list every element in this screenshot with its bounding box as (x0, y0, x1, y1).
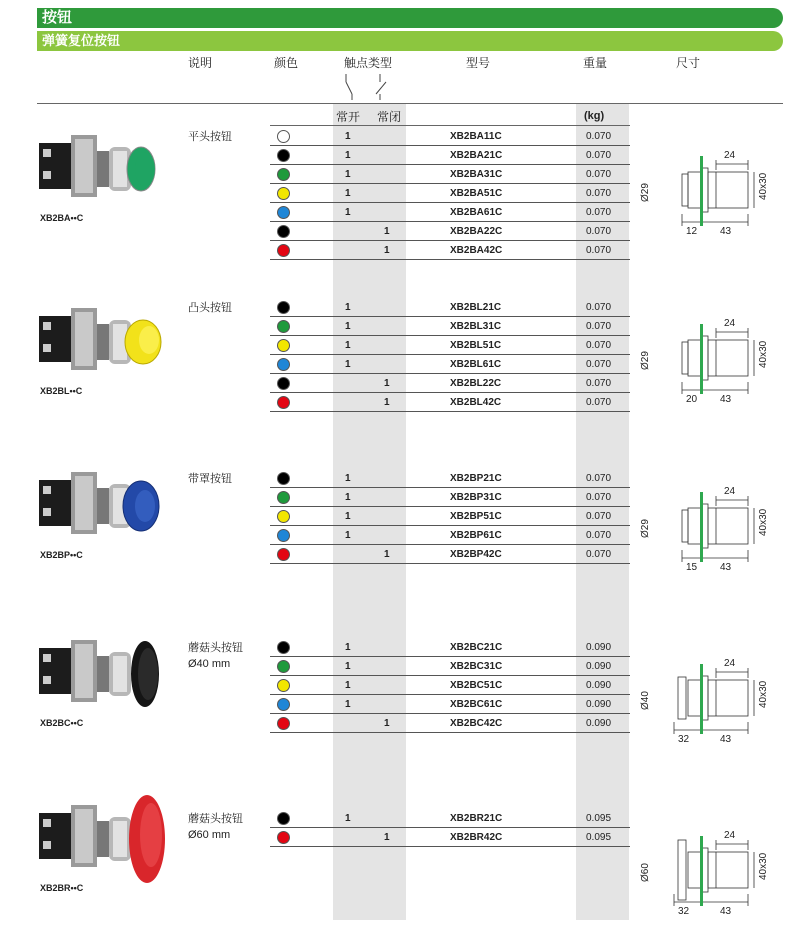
dim-body: 40x30 (758, 340, 769, 368)
reference-code: XB2BL51C (450, 340, 502, 351)
table-row (270, 393, 630, 412)
header-weight: 重量 (583, 56, 608, 70)
dimension-drawing (636, 310, 776, 410)
color-dot-icon (277, 130, 290, 143)
reference-code: XB2BA11C (450, 131, 502, 142)
contact-nc-value: 1 (384, 378, 390, 389)
color-dot-icon (277, 301, 290, 314)
description-line: 凸头按钮 (188, 302, 232, 314)
contact-no-value: 1 (345, 642, 351, 653)
header-divider (37, 103, 783, 104)
product-photo (35, 125, 165, 215)
color-dot-icon (277, 396, 290, 409)
color-dot-icon (277, 225, 290, 238)
product-photo-label: XB2BP••C (40, 550, 83, 560)
weight-value: 0.070 (586, 321, 612, 332)
contact-no-value: 1 (345, 813, 351, 824)
color-dot-icon (277, 149, 290, 162)
dim-head: Ø60 (640, 863, 651, 882)
dim-rear: 43 (720, 562, 732, 573)
reference-code: XB2BA22C (450, 226, 503, 237)
reference-code: XB2BR21C (450, 813, 503, 824)
reference-code: XB2BP21C (450, 473, 502, 484)
contact-no-value: 1 (345, 699, 351, 710)
color-dot-icon (277, 377, 290, 390)
product-photo-label: XB2BC••C (40, 718, 84, 728)
product-photo-label: XB2BA••C (40, 213, 84, 223)
dim-head: Ø29 (640, 183, 651, 202)
weight-value: 0.090 (586, 718, 612, 729)
contact-no-value: 1 (345, 131, 351, 142)
reference-code: XB2BP31C (450, 492, 502, 503)
dimension-drawing (636, 650, 776, 750)
contact-symbol-icon (340, 72, 410, 102)
dim-rear: 43 (720, 226, 732, 237)
color-dot-icon (277, 320, 290, 333)
reference-code: XB2BL31C (450, 321, 502, 332)
table-row (270, 545, 630, 564)
header-dimensions: 尺寸 (676, 56, 701, 70)
contact-no-value: 1 (345, 661, 351, 672)
weight-value: 0.070 (586, 549, 612, 560)
description-line: 平头按钮 (188, 131, 232, 143)
color-dot-icon (277, 187, 290, 200)
table-row (270, 469, 630, 488)
color-dot-icon (277, 510, 290, 523)
dim-rear: 43 (720, 394, 732, 405)
description-line: 蘑菇头按钮 (188, 813, 243, 825)
dimension-drawing (636, 478, 776, 578)
reference-code: XB2BL42C (450, 397, 502, 408)
weight-value: 0.070 (586, 359, 612, 370)
product-photo-label: XB2BL••C (40, 386, 83, 396)
product-description (188, 640, 243, 672)
weight-value: 0.070 (586, 511, 612, 522)
contact-no-value: 1 (345, 359, 351, 370)
reference-code: XB2BA51C (450, 188, 503, 199)
dimension-drawing (636, 822, 776, 922)
color-dot-icon (277, 358, 290, 371)
reference-code: XB2BP51C (450, 511, 502, 522)
contact-nc-value: 1 (384, 245, 390, 256)
weight-value: 0.090 (586, 699, 612, 710)
table-row (270, 203, 630, 222)
dim-depth: 24 (724, 658, 736, 669)
weight-value: 0.070 (586, 530, 612, 541)
color-dot-icon (277, 206, 290, 219)
table-row (270, 165, 630, 184)
weight-value: 0.070 (586, 302, 612, 313)
weight-value: 0.070 (586, 340, 612, 351)
table-row (270, 184, 630, 203)
dim-body: 40x30 (758, 680, 769, 708)
color-dot-icon (277, 168, 290, 181)
color-dot-icon (277, 812, 290, 825)
table-row (270, 146, 630, 165)
reference-code: XB2BA21C (450, 150, 503, 161)
description-line: Ø60 mm (188, 829, 231, 841)
dim-head: Ø29 (640, 519, 651, 538)
table-row (270, 298, 630, 317)
table-row (270, 222, 630, 241)
reference-code: XB2BL61C (450, 359, 502, 370)
reference-code: XB2BA42C (450, 245, 503, 256)
dim-rear: 43 (720, 906, 732, 917)
color-dot-icon (277, 641, 290, 654)
contact-no-value: 1 (345, 321, 351, 332)
contact-no-value: 1 (345, 473, 351, 484)
dim-front: 12 (686, 226, 698, 237)
weight-value: 0.070 (586, 397, 612, 408)
table-row (270, 241, 630, 260)
contact-nc-label: 常闭 (377, 110, 402, 124)
product-photo (35, 795, 165, 885)
product-description (188, 471, 232, 487)
table-row (270, 526, 630, 545)
description-line: 带罩按钮 (188, 473, 232, 485)
dim-head: Ø29 (640, 351, 651, 370)
contact-no-value: 1 (345, 150, 351, 161)
color-dot-icon (277, 339, 290, 352)
dim-front: 15 (686, 562, 698, 573)
description-line: Ø40 mm (188, 658, 231, 670)
reference-code: XB2BL22C (450, 378, 502, 389)
table-row (270, 374, 630, 393)
contact-no-value: 1 (345, 492, 351, 503)
reference-code: XB2BA61C (450, 207, 503, 218)
table-row (270, 695, 630, 714)
dim-front: 32 (678, 906, 690, 917)
table-row (270, 127, 630, 146)
product-photo (35, 462, 165, 552)
reference-code: XB2BC31C (450, 661, 503, 672)
reference-code: XB2BP42C (450, 549, 502, 560)
product-description (188, 811, 243, 843)
table-row (270, 809, 630, 828)
table-row (270, 507, 630, 526)
dim-body: 40x30 (758, 852, 769, 880)
dim-depth: 24 (724, 486, 736, 497)
contact-no-value: 1 (345, 302, 351, 313)
contact-nc-value: 1 (384, 718, 390, 729)
table-row (270, 828, 630, 847)
weight-value: 0.070 (586, 245, 612, 256)
contact-nc-value: 1 (384, 397, 390, 408)
dim-front: 32 (678, 734, 690, 745)
reference-code: XB2BR42C (450, 832, 503, 843)
weight-value: 0.070 (586, 207, 612, 218)
dim-depth: 24 (724, 318, 736, 329)
color-dot-icon (277, 831, 290, 844)
dim-depth: 24 (724, 150, 736, 161)
contact-no-value: 1 (345, 511, 351, 522)
color-dot-icon (277, 472, 290, 485)
table-row (270, 676, 630, 695)
product-photo (35, 630, 165, 720)
weight-value: 0.090 (586, 661, 612, 672)
weight-value: 0.095 (586, 832, 612, 843)
color-dot-icon (277, 660, 290, 673)
reference-code: XB2BC21C (450, 642, 503, 653)
weight-value: 0.095 (586, 813, 612, 824)
section-subtitle: 弹簧复位按钮 (37, 31, 783, 51)
reference-code: XB2BC42C (450, 718, 503, 729)
weight-value: 0.070 (586, 150, 612, 161)
product-description (188, 129, 232, 145)
table-row (270, 355, 630, 374)
header-reference: 型号 (466, 56, 491, 70)
weight-value: 0.090 (586, 642, 612, 653)
weight-value: 0.070 (586, 492, 612, 503)
table-row (270, 317, 630, 336)
contact-no-value: 1 (345, 530, 351, 541)
contact-nc-value: 1 (384, 549, 390, 560)
header-description: 说明 (188, 56, 213, 70)
weight-value: 0.070 (586, 131, 612, 142)
color-dot-icon (277, 491, 290, 504)
color-dot-icon (277, 717, 290, 730)
dimension-drawing (636, 142, 776, 242)
color-dot-icon (277, 548, 290, 561)
description-line: 蘑菇头按钮 (188, 642, 243, 654)
weight-value: 0.070 (586, 473, 612, 484)
header-color: 颜色 (274, 56, 299, 70)
reference-code: XB2BL21C (450, 302, 502, 313)
weight-value: 0.090 (586, 680, 612, 691)
contact-nc-value: 1 (384, 226, 390, 237)
dim-depth: 24 (724, 830, 736, 841)
dim-rear: 43 (720, 734, 732, 745)
dim-body: 40x30 (758, 508, 769, 536)
contact-no-value: 1 (345, 207, 351, 218)
section-title: 按钮 (37, 8, 783, 28)
reference-code: XB2BA31C (450, 169, 503, 180)
table-row (270, 638, 630, 657)
color-dot-icon (277, 679, 290, 692)
reference-code: XB2BC61C (450, 699, 503, 710)
weight-value: 0.070 (586, 378, 612, 389)
table-row (270, 336, 630, 355)
weight-value: 0.070 (586, 169, 612, 180)
subheader-divider (270, 125, 630, 126)
contact-no-value: 1 (345, 188, 351, 199)
color-dot-icon (277, 698, 290, 711)
table-row (270, 714, 630, 733)
contact-no-value: 1 (345, 680, 351, 691)
header-contact-type: 触点类型 (344, 56, 393, 70)
dim-head: Ø40 (640, 691, 651, 710)
table-row (270, 657, 630, 676)
reference-code: XB2BC51C (450, 680, 503, 691)
product-photo-label: XB2BR••C (40, 883, 84, 893)
contact-no-value: 1 (345, 169, 351, 180)
dim-front: 20 (686, 394, 698, 405)
color-dot-icon (277, 529, 290, 542)
weight-unit: (kg) (584, 110, 605, 122)
weight-value: 0.070 (586, 188, 612, 199)
contact-no-value: 1 (345, 340, 351, 351)
table-row (270, 488, 630, 507)
product-photo (35, 298, 165, 388)
product-description (188, 300, 232, 316)
dim-body: 40x30 (758, 172, 769, 200)
contact-no-label: 常开 (336, 110, 361, 124)
weight-value: 0.070 (586, 226, 612, 237)
contact-nc-value: 1 (384, 832, 390, 843)
color-dot-icon (277, 244, 290, 257)
reference-code: XB2BP61C (450, 530, 502, 541)
